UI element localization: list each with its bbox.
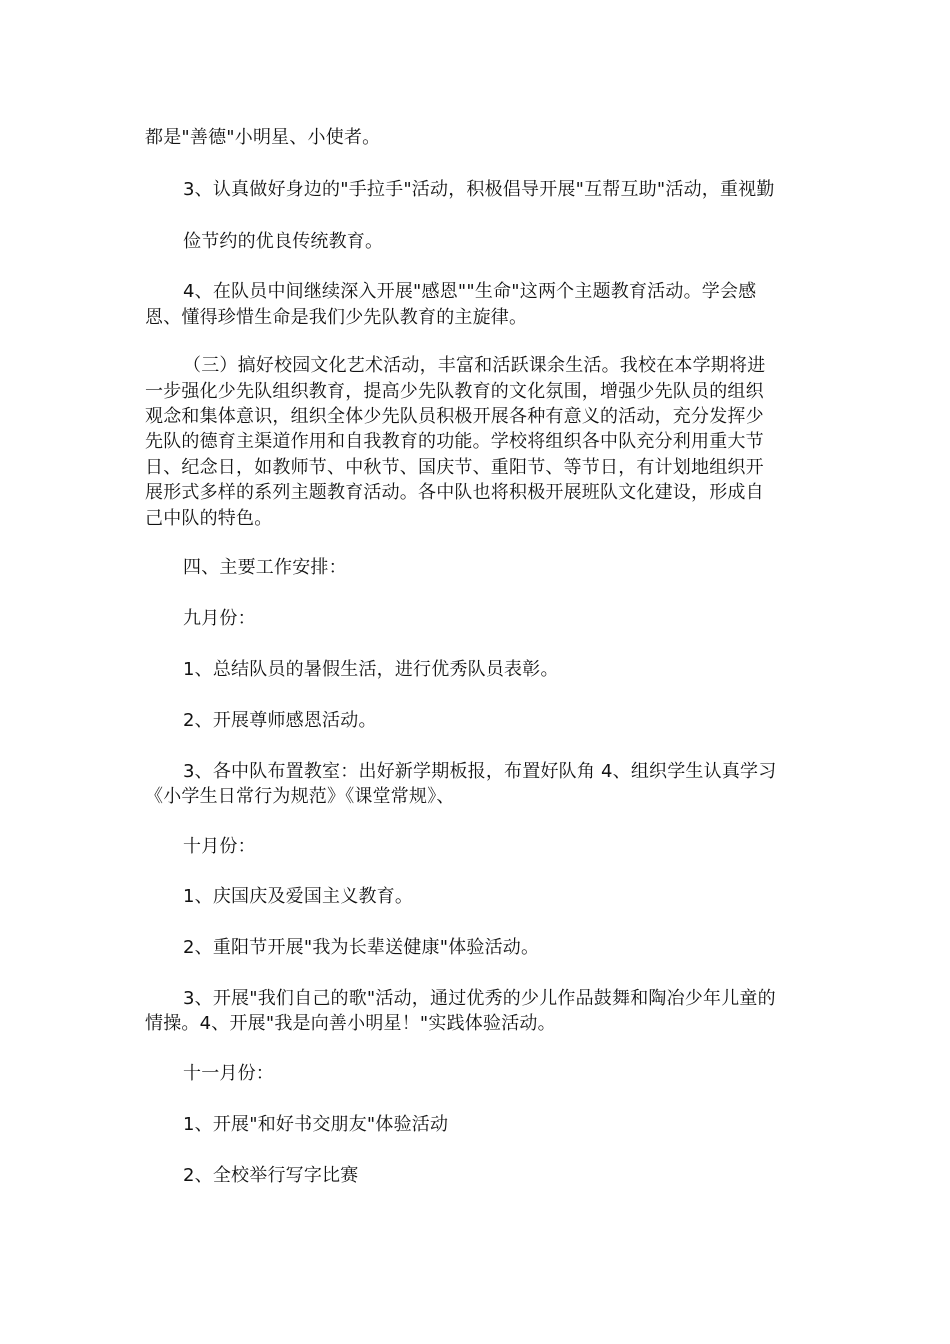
list-item: 2、全校举行写字比赛 xyxy=(183,1165,359,1186)
text-line: 恩、懂得珍惜生命是我们少先队教育的主旋律。 xyxy=(145,307,528,328)
month-heading: 十一月份： xyxy=(183,1063,274,1084)
text-line: 日、纪念日，如教师节、中秋节、国庆节、重阳节、等节日，有计划地组织开 xyxy=(145,457,764,478)
text-line: 3、认真做好身边的"手拉手"活动，积极倡导开展"互帮互助"活动，重视勤 xyxy=(183,179,775,200)
month-heading: 十月份： xyxy=(183,836,256,857)
list-item: 1、总结队员的暑假生活，进行优秀队员表彰。 xyxy=(183,659,559,680)
month-heading: 九月份： xyxy=(183,608,256,629)
list-item: 1、庆国庆及爱国主义教育。 xyxy=(183,886,414,907)
text-line: 先队的德育主渠道作用和自我教育的功能。学校将组织各中队充分利用重大节 xyxy=(145,431,764,452)
list-item: 2、重阳节开展"我为长辈送健康"体验活动。 xyxy=(183,937,540,958)
text-line: （三）搞好校园文化艺术活动，丰富和活跃课余生活。我校在本学期将进 xyxy=(183,355,766,376)
list-item: 2、开展尊师感恩活动。 xyxy=(183,710,377,731)
list-item: 3、各中队布置教室：出好新学期板报，布置好队角 4、组织学生认真学习 xyxy=(183,761,777,782)
text-line: 展形式多样的系列主题教育活动。各中队也将积极开展班队文化建设，形成自 xyxy=(145,482,764,503)
section-heading: 四、主要工作安排： xyxy=(183,557,347,578)
list-item: 3、开展"我们自己的歌"活动，通过优秀的少儿作品鼓舞和陶冶少年儿童的 xyxy=(183,988,776,1009)
text-line: 俭节约的优良传统教育。 xyxy=(183,231,384,252)
text-line: 情操。4、开展"我是向善小明星！"实践体验活动。 xyxy=(145,1013,556,1034)
text-line: 《小学生日常行为规范》《课堂常规》、 xyxy=(145,786,455,807)
text-line: 都是"善德"小明星、小使者。 xyxy=(145,127,381,148)
list-item: 1、开展"和好书交朋友"体验活动 xyxy=(183,1114,449,1135)
text-line: 一步强化少先队组织教育，提高少先队教育的文化氛围，增强少先队员的组织 xyxy=(145,381,764,402)
text-line: 己中队的特色。 xyxy=(145,508,273,529)
text-line: 4、在队员中间继续深入开展"感恩""生命"这两个主题教育活动。学会感 xyxy=(183,281,757,302)
text-line: 观念和集体意识，组织全体少先队员积极开展各种有意义的活动，充分发挥少 xyxy=(145,406,764,427)
